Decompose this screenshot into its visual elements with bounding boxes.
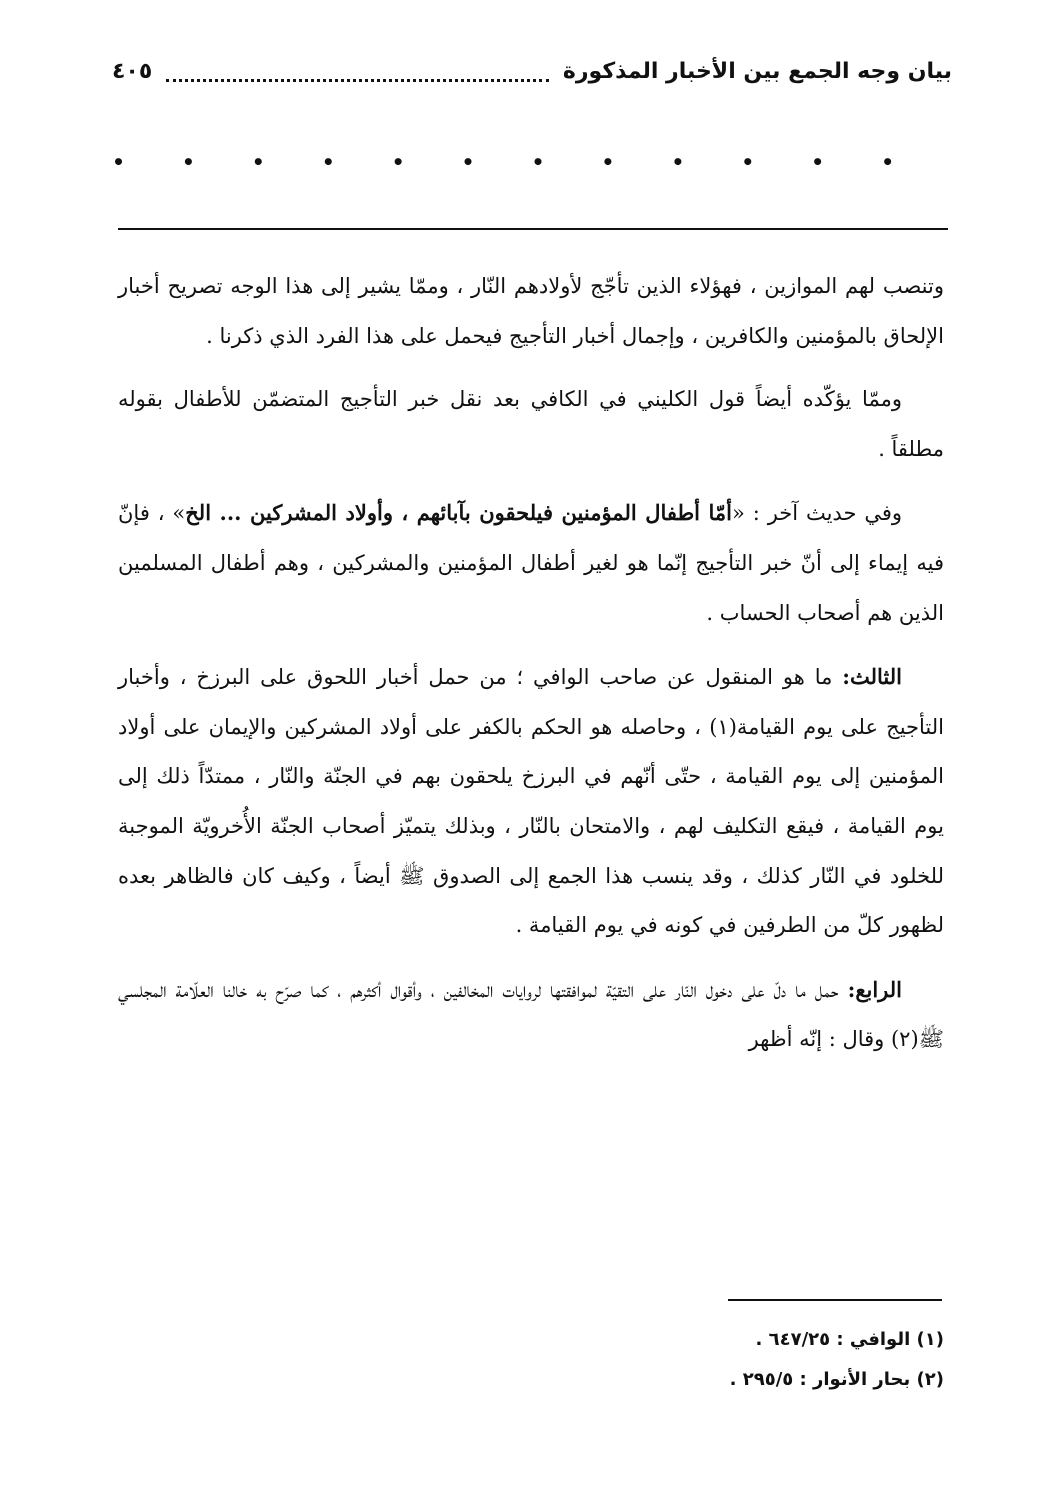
- dot: •: [181, 150, 195, 174]
- dot: •: [251, 150, 265, 174]
- paragraph-text: » ، فإنّ فيه إيماء إلى أنّ خبر التأجيج إنّما هو لغير أطفال المؤمنين والمشركين ، وهم أطفال المسلمين الذين هم أصحاب الحساب .: [118, 501, 944, 625]
- paragraph-text: وفي حديث آخر : «: [732, 501, 902, 526]
- hadith-quote: أمّا أطفال المؤمنين فيلحقون بآبائهم ، وأولاد المشركين ... الخ: [185, 500, 733, 526]
- running-header: [112, 46, 952, 96]
- dot: •: [321, 150, 335, 174]
- footnote-2: (٢) بحار الأنوار : ٢٩٥/٥ .: [729, 1369, 944, 1390]
- main-text: [118, 262, 944, 1079]
- dot: •: [112, 150, 125, 174]
- footnote-rule: [728, 1299, 942, 1301]
- dot: •: [741, 150, 755, 174]
- section-rule: [118, 228, 948, 230]
- dot: •: [671, 150, 685, 174]
- paragraph-fourth: [118, 965, 944, 1065]
- dot: •: [601, 150, 615, 174]
- paragraph-text: وتنصب لهم الموازين ، فهؤلاء الذين تأجّج لأولادهم النّار ، وممّا يشير إلى هذا الوجه تصريح أخبار الإلحاق بالمؤمنين والكافرين ، وإجمال أخبار التأجيج فيحمل على هذا الفرد الذي ذكرنا .: [118, 274, 944, 348]
- dot: •: [531, 150, 545, 174]
- paragraph-text: حمل ما دلّ على دخول النّار على التقيّة لموافقتها لروايات المخالفين ، وأقوال أكثرهم ، كما صرّح به خالنا العلّامة المجلسي ﷺ(٢) وقال : إنّه أظهر: [118, 977, 944, 1052]
- page-number: ٤٠٥: [112, 58, 153, 84]
- paragraph-3: [118, 488, 944, 638]
- paragraph-third: [118, 652, 944, 951]
- footnotes: [730, 1320, 944, 1400]
- section-lead: الثالث:: [842, 664, 902, 690]
- paragraph-1: [118, 262, 944, 361]
- paragraph-2: [118, 375, 944, 474]
- dot-leader: [166, 61, 549, 82]
- dot: •: [881, 150, 894, 174]
- section-lead: الرابع:: [847, 976, 902, 1002]
- chapter-title: بيان وجه الجمع بين الأخبار المذكورة: [562, 58, 952, 84]
- dot: •: [461, 150, 475, 174]
- dot: •: [811, 150, 825, 174]
- footnote-1: (١) الوافي : ٦٤٧/٢٥ .: [755, 1329, 944, 1350]
- paragraph-text: وممّا يؤكّده أيضاً قول الكليني في الكافي بعد نقل خبر التأجيج المتضمّن للأطفال بقوله مطلقاً .: [118, 387, 944, 461]
- paragraph-text: ما هو المنقول عن صاحب الوافي ؛ من حمل أخبار اللحوق على البرزخ ، وأخبار التأجيج على يوم القيامة(١) ، وحاصله هو الحكم بالكفر على أولاد المشركين والإيمان على أولاد المؤمنين إلى يوم القيامة ، حتّى أنّهم في البرزخ يلحقون بهم في الجنّة والنّار ، ممتدّاً ذلك إلى يوم القيامة ، فيقع التكليف لهم ، والامتحان بالنّار ، وبذلك يتميّز أصحاب الجنّة الأُخرويّة الموجبة للخلود في النّار كذلك ، وقد ينسب هذا الجمع إلى الصدوق ﷺ أيضاً ، وكيف كان فالظاهر بعده لظهور كلّ من الطرفين في كونه في يوم القيامة .: [118, 665, 944, 938]
- dot: •: [391, 150, 405, 174]
- separator-dots: [112, 150, 894, 174]
